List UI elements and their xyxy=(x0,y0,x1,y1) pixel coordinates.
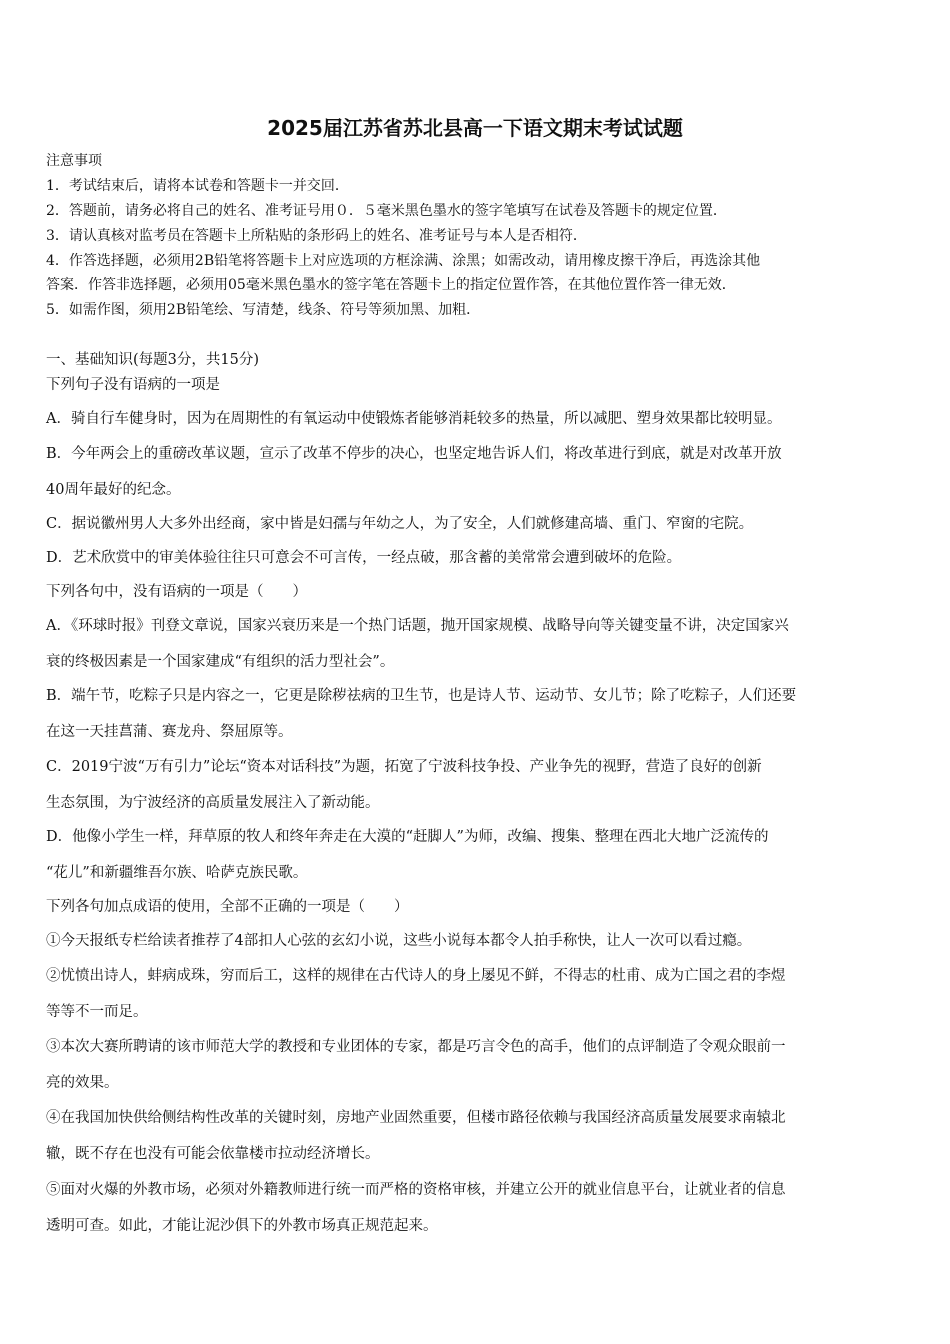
question-3-item-2: ②忧愤出诗人，蚌病成珠，穷而后工，这样的规律在古代诗人的身上屡见不鲜，不得志的杜甫、成为亡国之君的李煜 xyxy=(46,968,786,984)
question-3-item-5: ⑤面对火爆的外教市场，必须对外籍教师进行统一而严格的资格审核，并建立公开的就业信息平台，让就业者的信息 xyxy=(46,1182,786,1198)
question-3-item-2-cont: 等等不一而足。 xyxy=(46,1004,148,1020)
notice-item: 1．考试结束后，请将本试卷和答题卡一并交回． xyxy=(46,178,349,194)
question-2-option-a: A．《环球时报》刊登文章说，国家兴衰历来是一个热门话题，抛开国家规模、战略导向等关键变量不讲，决定国家兴 xyxy=(46,618,789,634)
question-3-item-3-cont: 亮的效果。 xyxy=(46,1075,119,1091)
question-2-stem: 下列各句中，没有语病的一项是（ ） xyxy=(46,584,307,600)
question-1-option-c: C．据说徽州男人大多外出经商，家中皆是妇孺与年幼之人，为了安全，人们就修建高墙、重门、窄窗的宅院。 xyxy=(46,516,754,532)
question-1-option-b-cont: 40周年最好的纪念。 xyxy=(46,482,181,498)
question-3-item-5-cont: 透明可查。如此，才能让泥沙俱下的外教市场真正规范起来。 xyxy=(46,1218,438,1234)
section-heading: 一、基础知识(每题3分，共15分) xyxy=(46,352,259,368)
notice-item: 4．作答选择题，必须用2B铅笔将答题卡上对应选项的方框涂满、涂黑；如需改动，请用橡皮擦干净后，再选涂其他 xyxy=(46,253,761,269)
page-title: 2025届江苏省苏北县高一下语文期末考试试题 xyxy=(267,116,683,140)
notice-item: 2．答题前，请务必将自己的姓名、准考证号用０．５毫米黑色墨水的签字笔填写在试卷及答题卡的规定位置． xyxy=(46,203,727,219)
question-1-stem: 下列句子没有语病的一项是 xyxy=(46,377,220,393)
question-3-item-3: ③本次大赛所聘请的该市师范大学的教授和专业团体的专家，都是巧言令色的高手，他们的点评制造了令观众眼前一 xyxy=(46,1039,786,1055)
question-2-option-c-cont: 生态氛围，为宁波经济的高质量发展注入了新动能。 xyxy=(46,795,380,811)
notice-item: 3．请认真核对监考员在答题卡上所粘贴的条形码上的姓名、准考证号与本人是否相符． xyxy=(46,228,587,244)
question-3-stem: 下列各句加点成语的使用，全部不正确的一项是（ ） xyxy=(46,899,409,915)
question-2-option-c: C．2019宁波“万有引力”论坛“资本对话科技”为题，拓宽了宁波科技争投、产业争先的视野，营造了良好的创新 xyxy=(46,759,762,775)
question-2-option-b: B．端午节，吃粽子只是内容之一，它更是除秽祛病的卫生节，也是诗人节、运动节、女儿节；除了吃粽子，人们还要 xyxy=(46,688,797,704)
question-3-item-4-cont: 辙，既不存在也没有可能会依靠楼市拉动经济增长。 xyxy=(46,1146,380,1162)
notice-item: 5．如需作图，须用2B铅笔绘、写清楚，线条、符号等须加黑、加粗． xyxy=(46,302,481,318)
question-2-option-d: D．他像小学生一样，拜草原的牧人和终年奔走在大漠的“赶脚人”为师，改编、搜集、整理在西北大地广泛流传的 xyxy=(46,829,769,845)
question-2-option-b-cont: 在这一天挂菖蒲、赛龙舟、祭屈原等。 xyxy=(46,724,293,740)
question-1-option-a: A．骑自行车健身时，因为在周期性的有氧运动中使锻炼者能够消耗较多的热量，所以减肥、塑身效果都比较明显。 xyxy=(46,411,782,427)
question-2-option-d-cont: “花儿”和新疆维吾尔族、哈萨克族民歌。 xyxy=(46,865,308,881)
notice-item: 答案．作答非选择题，必须用05毫米黑色墨水的签字笔在答题卡上的指定位置作答，在其他位置作答一律无效． xyxy=(46,277,736,293)
question-2-option-a-cont: 衰的终极因素是一个国家建成“有组织的活力型社会”。 xyxy=(46,654,395,670)
question-3-item-1: ①今天报纸专栏给读者推荐了4部扣人心弦的玄幻小说，这些小说每本都令人拍手称快，让人一次可以看过瘾。 xyxy=(46,933,752,949)
question-3-item-4: ④在我国加快供给侧结构性改革的关键时刻，房地产业固然重要，但楼市路径依赖与我国经济高质量发展要求南辕北 xyxy=(46,1110,786,1126)
notice-heading: 注意事项 xyxy=(46,153,102,169)
question-1-option-b: B．今年两会上的重磅改革议题，宣示了改革不停步的决心，也坚定地告诉人们，将改革进行到底，就是对改革开放 xyxy=(46,446,782,462)
question-1-option-d: D．艺术欣赏中的审美体验往往只可意会不可言传，一经点破，那含蓄的美常常会遭到破坏的危险。 xyxy=(46,550,682,566)
